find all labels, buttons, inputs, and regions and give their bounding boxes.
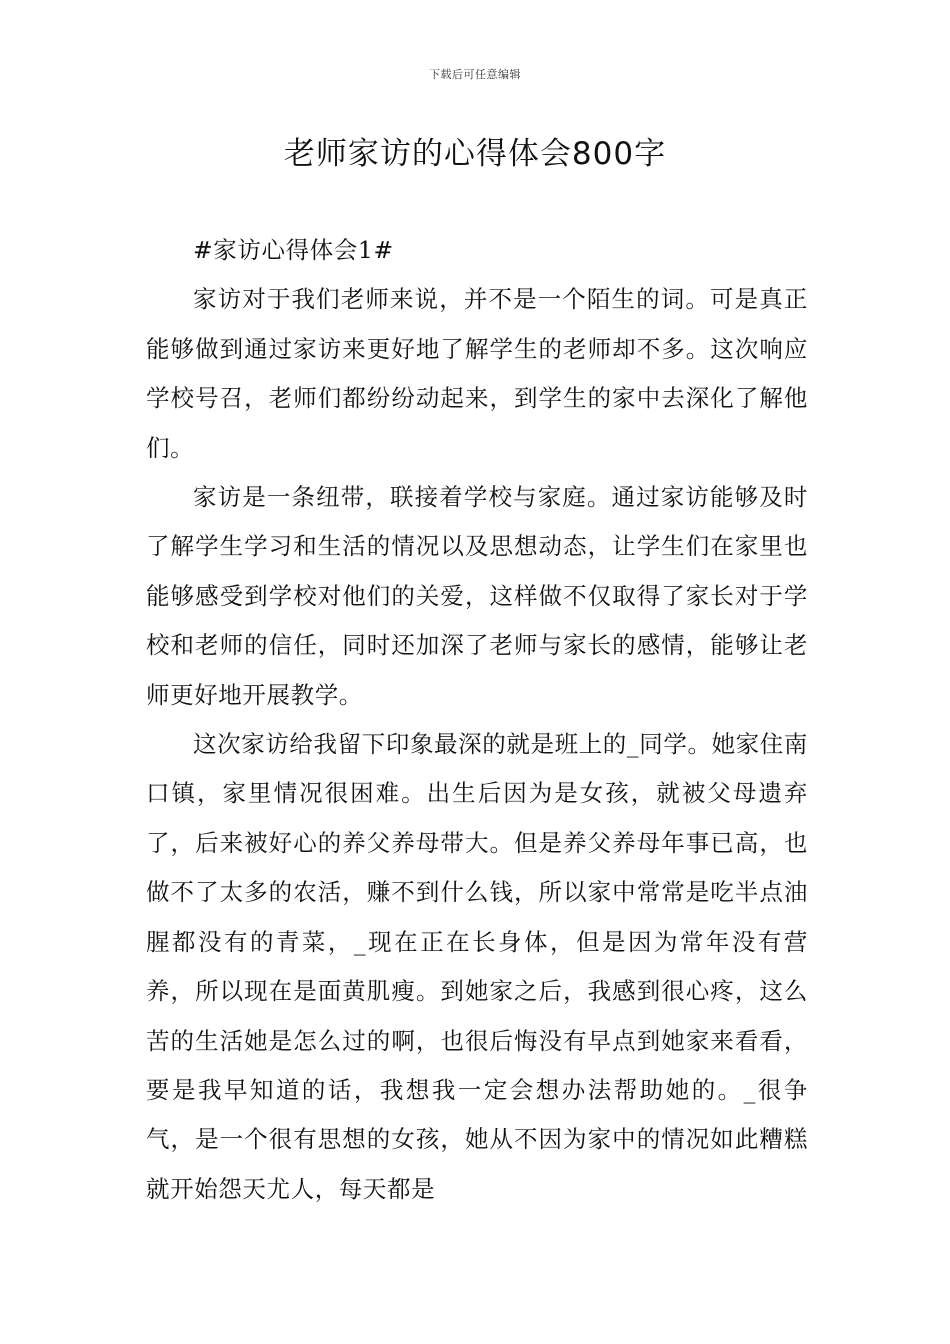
paragraph-3: 这次家访给我留下印象最深的就是班上的_同学。她家住南口镇，家里情况很困难。出生后因为是女孩，就被父母遗弃了，后来被好心的养父养母带大。但是养父养母年事已高，也做不了太多的农活，赚不到什么钱，所以家中常常是吃半点油腥都没有的青菜，_现在正在长身体，但是因为常年没有营养，所以现在是面黄肌瘦。到她家之后，我感到很心疼，这么苦的生活她是怎么过的啊，也很后悔没有早点到她家来看看，要是我早知道的话，我想我一定会想办法帮助她的。_很争气，是一个很有思想的女孩，她从不因为家中的情况如此糟糕就开始怨天尤人，每天都是	[146, 730, 808, 1203]
paragraph-1: 家访对于我们老师来说，并不是一个陌生的词。可是真正能够做到通过家访来更好地了解学生的老师却不多。这次响应学校号召，老师们都纷纷动起来，到学生的家中去深化了解他们。	[146, 285, 808, 462]
document-body	[146, 226, 808, 1214]
document-title: 老师家访的心得体会800字	[283, 136, 667, 172]
paragraph-2: 家访是一条纽带，联接着学校与家庭。通过家访能够及时了解学生学习和生活的情况以及思想动态，让学生们在家里也能够感受到学校对他们的关爱，这样做不仅取得了家长对于学校和老师的信任，同时还加深了老师与家长的感情，能够让老师更好地开展教学。	[146, 483, 808, 709]
section-heading: #家访心得体会1#	[193, 236, 394, 264]
header-note: 下载后可任意编辑	[429, 68, 521, 81]
